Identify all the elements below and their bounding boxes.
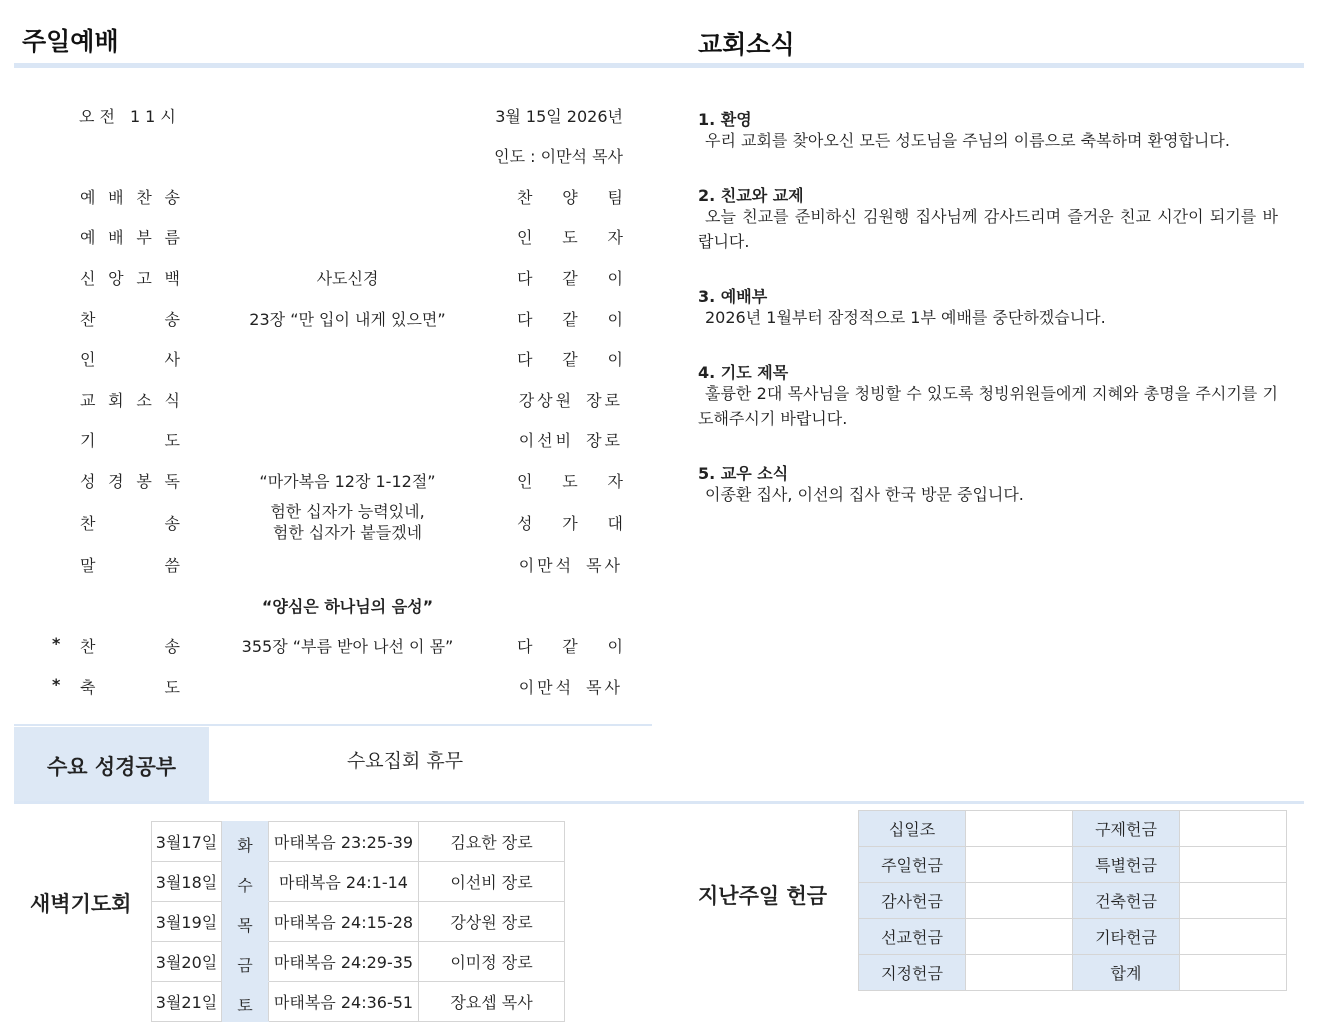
char: 고: [136, 269, 152, 288]
order-person: [517, 388, 623, 411]
order-detail: 험한 십자가 능력있네, 험한 십자가 붙들겠네: [270, 502, 425, 542]
offering-table: [858, 810, 1287, 991]
order-label: [80, 388, 180, 411]
offering-category: 기타헌금: [1073, 919, 1180, 955]
order-label: [80, 307, 180, 330]
char: 같: [562, 269, 578, 288]
news-body: 훌륭한 2대 목사님을 청빙할 수 있도록 청빙위원들에게 지혜와 총명을 주시기를 기도해주시기 바랍니다.: [698, 384, 1278, 428]
bottom-divider: [14, 801, 1304, 804]
order-person: [517, 675, 623, 698]
char: 소: [136, 391, 152, 410]
table-row: [152, 942, 565, 982]
wednesday-top-rule: [14, 724, 652, 726]
order-label: [80, 469, 180, 492]
order-row: [0, 469, 660, 493]
char: 사: [164, 350, 180, 369]
char: 말: [80, 556, 96, 575]
char: 예: [80, 188, 96, 207]
order-detail: 사도신경: [316, 269, 379, 288]
order-row: [0, 634, 660, 658]
person-role: 장로: [586, 391, 623, 410]
order-row: [0, 428, 660, 452]
char: 같: [562, 350, 578, 369]
order-row: [0, 307, 660, 331]
person-role: 목사: [586, 678, 623, 697]
order-label: [80, 553, 180, 576]
char: 배: [108, 228, 124, 247]
offering-category: 선교헌금: [859, 919, 966, 955]
dawn-leader: 이미정 장로: [419, 942, 565, 982]
char: 찬: [80, 637, 96, 656]
char: 름: [164, 228, 180, 247]
char: 성: [80, 472, 96, 491]
order-person: [517, 185, 623, 208]
order-label: [80, 428, 180, 451]
order-label: [80, 225, 180, 248]
offering-amount[interactable]: [966, 919, 1073, 955]
dawn-date: 3월18일: [152, 862, 222, 902]
dawn-date: 3월19일: [152, 902, 222, 942]
offering-amount[interactable]: [966, 955, 1073, 991]
offering-category: 합계: [1073, 955, 1180, 991]
table-row: [859, 847, 1287, 883]
char: 다: [517, 637, 533, 656]
char: 자: [607, 228, 623, 247]
order-row: [0, 553, 660, 577]
char: 예: [80, 228, 96, 247]
dawn-table: [151, 821, 565, 1022]
char: 이: [607, 637, 623, 656]
dawn-day: 수: [222, 862, 269, 902]
order-person: [517, 469, 623, 492]
news-heading: 5. 교우 소식: [698, 464, 789, 483]
order-person: [517, 553, 623, 576]
offering-amount[interactable]: [1180, 955, 1287, 991]
offering-category: 구제헌금: [1073, 811, 1180, 847]
worship-leader: 인도 : 이만석 목사: [494, 147, 623, 166]
person-role: 장로: [586, 431, 623, 450]
worship-date: 3월 15일 2026년: [495, 107, 623, 126]
dawn-day: 화: [222, 822, 269, 862]
dawn-passage: 마태복음 24:29-35: [269, 942, 419, 982]
char: 다: [517, 350, 533, 369]
char: 경: [108, 472, 124, 491]
order-detail: 23장 “만 입이 내게 있으면”: [249, 310, 446, 329]
news-heading: 2. 친교와 교제: [698, 186, 804, 205]
char: 찬: [517, 188, 533, 207]
worship-title: 주일예배: [22, 27, 119, 56]
order-row: [0, 185, 660, 209]
dawn-leader: 이선비 장로: [419, 862, 565, 902]
order-row: [0, 675, 660, 699]
char: 팀: [607, 188, 623, 207]
char: 배: [108, 188, 124, 207]
news-title: 교회소식: [698, 30, 795, 59]
person-role: 목사: [586, 556, 623, 575]
order-label: [80, 634, 180, 657]
table-row: [152, 902, 565, 942]
char: 도: [562, 228, 578, 247]
char: 도: [164, 678, 180, 697]
order-label: [80, 511, 180, 534]
order-person: [517, 634, 623, 657]
char: 인: [517, 228, 533, 247]
char: 대: [607, 514, 623, 533]
char: 송: [164, 310, 180, 329]
char: 부: [136, 228, 152, 247]
offering-amount[interactable]: [966, 811, 1073, 847]
char: 찬: [136, 188, 152, 207]
news-body: 2026년 1월부터 잠정적으로 1부 예배를 중단하겠습니다.: [705, 308, 1106, 327]
offering-amount[interactable]: [1180, 883, 1287, 919]
char: 인: [517, 472, 533, 491]
char: 축: [80, 678, 96, 697]
offering-amount[interactable]: [1180, 847, 1287, 883]
person-name: 이선비: [518, 431, 575, 450]
char: 성: [517, 514, 533, 533]
dawn-passage: 마태복음 23:25-39: [269, 822, 419, 862]
table-row: [152, 862, 565, 902]
dawn-day: 토: [222, 982, 269, 1022]
person-name: 이만석: [518, 678, 575, 697]
char: 식: [164, 391, 180, 410]
order-label: [80, 185, 180, 208]
offering-amount[interactable]: [966, 883, 1073, 919]
table-row: [859, 883, 1287, 919]
order-label: [80, 347, 180, 370]
char: 찬: [80, 310, 96, 329]
offering-category: 특별헌금: [1073, 847, 1180, 883]
dawn-passage: 마태복음 24:36-51: [269, 982, 419, 1022]
char: 자: [607, 472, 623, 491]
dawn-leader: 김요한 장로: [419, 822, 565, 862]
order-person: [517, 511, 623, 534]
order-row: [0, 388, 660, 412]
offering-category: 건축헌금: [1073, 883, 1180, 919]
standing-mark: *: [52, 634, 61, 653]
char: 송: [164, 637, 180, 656]
order-person: [517, 307, 623, 330]
char: 인: [80, 350, 96, 369]
char: 가: [562, 514, 578, 533]
order-row: [0, 347, 660, 371]
char: 교: [80, 391, 96, 410]
news-heading: 1. 환영: [698, 110, 752, 129]
wednesday-label-box: [14, 727, 209, 802]
char: 독: [164, 472, 180, 491]
person-name: 이만석: [518, 556, 575, 575]
char: 다: [517, 310, 533, 329]
offering-amount[interactable]: [966, 847, 1073, 883]
char: 신: [80, 269, 96, 288]
order-row: [0, 266, 660, 290]
table-row: [859, 955, 1287, 991]
char: 찬: [80, 514, 96, 533]
wednesday-content: 수요집회 휴무: [346, 750, 464, 772]
dawn-day: 금: [222, 942, 269, 982]
offering-amount[interactable]: [1180, 811, 1287, 847]
char: 씀: [164, 556, 180, 575]
dawn-leader: 장요셉 목사: [419, 982, 565, 1022]
worship-time: 오전 11시: [79, 107, 181, 126]
dawn-passage: 마태복음 24:15-28: [269, 902, 419, 942]
dawn-leader: 강상원 장로: [419, 902, 565, 942]
char: 양: [562, 188, 578, 207]
table-row: [859, 919, 1287, 955]
table-row: [859, 811, 1287, 847]
char: 백: [164, 269, 180, 288]
offering-category: 지정헌금: [859, 955, 966, 991]
offering-amount[interactable]: [1180, 919, 1287, 955]
sermon-title: “양심은 하나님의 음성”: [261, 597, 434, 616]
news-body: 우리 교회를 찾아오신 모든 성도님을 주님의 이름으로 축복하며 환영합니다.: [705, 131, 1230, 150]
order-person: [517, 347, 623, 370]
standing-mark: *: [52, 675, 61, 694]
news-body: 오늘 친교를 준비하신 김원행 집사님께 감사드리며 즐거운 친교 시간이 되기를 바랍니다.: [698, 207, 1278, 251]
order-label: [80, 675, 180, 698]
char: 도: [164, 431, 180, 450]
order-person: [517, 225, 623, 248]
order-detail: 355장 “부름 받아 나선 이 몸”: [241, 637, 454, 656]
order-person: [517, 428, 623, 451]
order-detail: “마가복음 12장 1-12절”: [259, 472, 436, 491]
char: 이: [607, 269, 623, 288]
offering-label: 지난주일 헌금: [698, 884, 828, 908]
dawn-passage: 마태복음 24:1-14: [269, 862, 419, 902]
char: 도: [562, 472, 578, 491]
dawn-date: 3월21일: [152, 982, 222, 1022]
char: 이: [607, 350, 623, 369]
order-row: [0, 502, 660, 542]
wednesday-label: 수요 성경공부: [46, 755, 177, 779]
char: 봉: [136, 472, 152, 491]
char: 다: [517, 269, 533, 288]
news-heading: 3. 예배부: [698, 287, 768, 306]
dawn-date: 3월20일: [152, 942, 222, 982]
dawn-label: 새벽기도회: [30, 892, 132, 916]
char: 앙: [108, 269, 124, 288]
header-divider: [14, 63, 1304, 68]
char: 기: [80, 431, 96, 450]
dawn-date: 3월17일: [152, 822, 222, 862]
order-person: [517, 266, 623, 289]
char: 같: [562, 637, 578, 656]
news-body: 이종환 집사, 이선의 집사 한국 방문 중입니다.: [705, 485, 1024, 504]
offering-category: 십일조: [859, 811, 966, 847]
char: 이: [607, 310, 623, 329]
char: 송: [164, 514, 180, 533]
order-row: [0, 225, 660, 249]
char: 같: [562, 310, 578, 329]
char: 회: [108, 391, 124, 410]
table-row: [152, 822, 565, 862]
dawn-day: 목: [222, 902, 269, 942]
person-name: 강상원: [518, 391, 575, 410]
char: 송: [164, 188, 180, 207]
news-heading: 4. 기도 제목: [698, 363, 789, 382]
offering-category: 주일헌금: [859, 847, 966, 883]
table-row: [152, 982, 565, 1022]
offering-category: 감사헌금: [859, 883, 966, 919]
order-label: [80, 266, 180, 289]
